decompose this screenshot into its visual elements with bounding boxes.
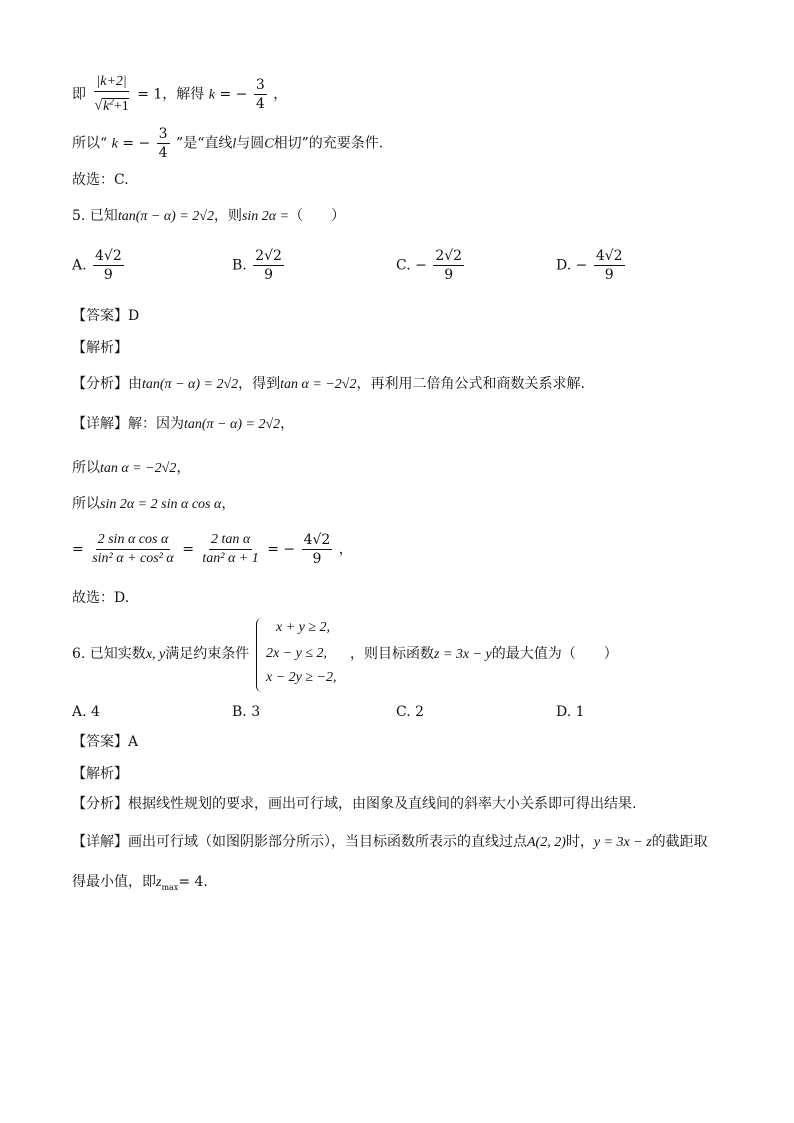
text: 画出可行域（如图阴影部分所示），当目标函数所表示的直线过点	[128, 834, 527, 850]
denominator: 4	[255, 95, 265, 112]
stem: 的最大值为（ ）	[491, 646, 618, 662]
text: .	[203, 874, 208, 890]
answer-tag: 【答案】	[72, 734, 128, 750]
step-3	[72, 532, 353, 567]
text: = −	[122, 135, 151, 152]
fraction	[157, 126, 170, 161]
line-k-solve	[72, 74, 287, 115]
answer-6	[72, 732, 138, 752]
text: =	[72, 541, 84, 558]
detail-6	[72, 832, 708, 853]
option-label: D.	[556, 257, 572, 274]
numerator: 4√2	[95, 248, 122, 264]
analysis-heading: 【解析】	[72, 766, 128, 782]
answer-value: A	[128, 734, 139, 750]
subscript: max	[161, 882, 179, 892]
detail-5	[72, 414, 294, 435]
question-6-stem	[72, 644, 249, 665]
text: 解：因为	[128, 416, 184, 432]
denominator: 9	[604, 267, 614, 283]
answer-value: D	[128, 308, 140, 324]
var-C: C	[264, 136, 274, 152]
text: = 1，解得	[137, 86, 205, 103]
step-2	[72, 494, 235, 515]
fraction	[302, 532, 333, 567]
option-b: B. 3	[232, 704, 261, 720]
numerator: 4√2	[303, 532, 331, 548]
line-eq: y = 3x − z	[593, 835, 652, 850]
option-label: B.	[232, 257, 247, 274]
text: = 4	[178, 874, 204, 890]
fraction	[93, 248, 124, 283]
denominator: 4	[158, 145, 168, 161]
denominator: tan² α + 1	[202, 551, 259, 566]
objective: z = 3x − y	[434, 647, 492, 662]
numerator: 2 tan α	[209, 532, 252, 550]
denominator: 9	[264, 267, 274, 283]
text: = −	[219, 86, 248, 103]
fraction	[433, 248, 464, 283]
stem: ，则	[213, 208, 242, 224]
numerator: 2 sin α cos α	[96, 532, 171, 550]
system-brace	[256, 618, 263, 692]
text: 所以	[72, 496, 100, 512]
text: ，	[221, 496, 236, 512]
var-z: z	[156, 875, 162, 890]
expr: sin 2α =	[241, 209, 290, 224]
text: =	[182, 541, 194, 558]
question-5	[72, 206, 345, 227]
constraint-2: 2x − y ≤ 2,	[266, 646, 328, 661]
expr: sin 2α = 2 sin α cos α	[100, 497, 222, 512]
stem: 满足约束条件	[165, 646, 250, 662]
text: 的截距取	[651, 834, 708, 850]
text: 根据线性规划的要求，画出可行域，由图象及直线间的斜率大小关系即可得出结果.	[128, 796, 637, 812]
denominator: 9	[444, 267, 454, 283]
option-c: C. 2	[396, 704, 425, 720]
den-rest: +1	[113, 98, 129, 114]
option-c	[396, 248, 466, 283]
constraint-3: x − 2y ≥ −2,	[266, 670, 337, 685]
choice-c: 故选：C.	[72, 172, 129, 188]
denominator: $√k^2+1$	[94, 96, 129, 114]
sign: −	[415, 257, 427, 274]
numerator: |k+2|	[94, 74, 128, 92]
constraint-1: x + y ≥ 2,	[276, 620, 331, 635]
stem: ，则目标函数	[350, 646, 434, 662]
numerator: 3	[255, 76, 265, 93]
fraction	[254, 77, 267, 112]
expr: tan(π − α) = 2√2	[142, 377, 239, 392]
numerator: 2√2	[255, 248, 282, 264]
expr: tan α = −2√2	[280, 377, 357, 392]
text: ，	[176, 460, 191, 476]
fraction	[92, 74, 130, 115]
stem: 5. 已知	[72, 208, 118, 224]
text: 时，	[565, 834, 594, 850]
point: A(2, 2)	[527, 835, 566, 850]
expr: tan(π − α) = 2√2	[117, 209, 214, 224]
denominator: 9	[103, 267, 113, 283]
text: 由	[128, 376, 142, 392]
analysis-tag: 【分析】	[72, 376, 128, 392]
text: 即	[72, 86, 86, 103]
analysis-5	[72, 374, 585, 395]
option-a	[72, 248, 126, 283]
denominator: 9	[312, 551, 322, 567]
numerator: 4√2	[595, 248, 623, 264]
text: ，得到	[238, 376, 281, 392]
numerator: 2√2	[435, 248, 463, 264]
line-conclusion	[72, 126, 383, 161]
option-d: D. 1	[556, 704, 585, 720]
text: 得最小值，即	[72, 874, 156, 890]
text: 所以“	[72, 135, 108, 152]
detail-tag: 【详解】	[72, 834, 128, 850]
text: 与圆	[236, 135, 265, 152]
option-b	[232, 248, 286, 283]
den-var: k	[103, 98, 110, 114]
option-label: C.	[396, 257, 411, 274]
expr: tan(π − α) = 2√2	[184, 417, 281, 432]
text: ，再利用二倍角公式和商数关系求解.	[356, 376, 585, 392]
choice-d: 故选：D.	[72, 590, 130, 606]
stem: 6. 已知实数	[72, 646, 146, 662]
answer-tag: 【答案】	[72, 308, 128, 324]
analysis-6	[72, 794, 636, 814]
fraction	[200, 532, 260, 567]
stem: （ ）	[289, 208, 346, 224]
var-k: k	[111, 136, 118, 152]
text: 所以	[72, 460, 100, 476]
fraction	[90, 532, 176, 567]
denominator: sin² α + cos² α	[92, 551, 174, 566]
text: ”是“直线	[176, 135, 233, 152]
numerator: 3	[158, 126, 168, 142]
analysis-heading: 【解析】	[72, 340, 128, 356]
answer-5	[72, 306, 139, 326]
analysis-tag: 【分析】	[72, 796, 128, 812]
result-6	[72, 872, 208, 898]
text: ，	[338, 541, 353, 558]
expr: tan α = −2√2	[100, 461, 177, 476]
text: ，	[280, 416, 295, 432]
option-label: A.	[72, 257, 87, 274]
text: ，	[273, 86, 288, 103]
sign: −	[575, 257, 588, 274]
var-k: k	[208, 87, 215, 103]
vars: x, y	[145, 647, 166, 662]
option-d	[556, 248, 627, 283]
step-1	[72, 458, 190, 479]
option-a: A. 4	[72, 704, 100, 720]
fraction	[594, 248, 625, 283]
detail-tag: 【详解】	[72, 416, 128, 432]
var-l: l	[232, 136, 237, 152]
text: = −	[267, 541, 296, 558]
text: 相切”的充要条件.	[273, 135, 384, 152]
question-6-tail	[350, 644, 618, 665]
fraction	[253, 248, 284, 283]
